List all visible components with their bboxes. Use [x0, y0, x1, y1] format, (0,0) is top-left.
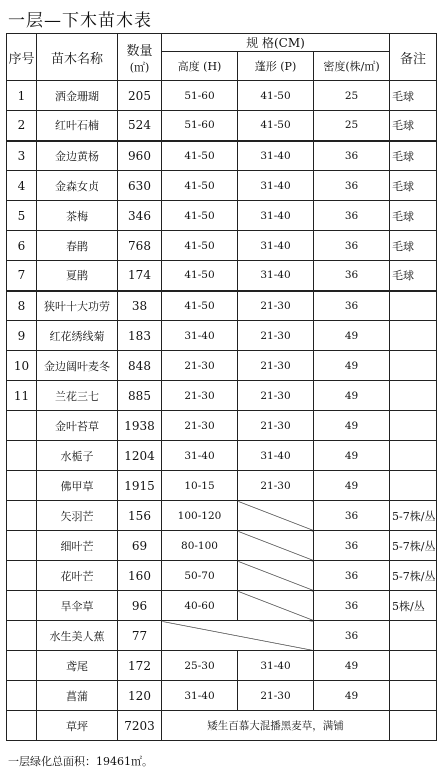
table-row: [7, 621, 437, 651]
cell-qty: 768: [118, 231, 162, 261]
table-row: [7, 651, 437, 681]
cell-qty: 1204: [118, 441, 162, 471]
lawn-no: [7, 711, 37, 741]
cell-density: 49: [314, 441, 390, 471]
cell-spread: 31-40: [238, 201, 314, 231]
cell-height: 10-15: [162, 471, 238, 501]
cell-density: 36: [314, 231, 390, 261]
cell-spread: 31-40: [238, 441, 314, 471]
cell-qty: 38: [118, 291, 162, 321]
header-qty-label: 数量: [126, 43, 153, 59]
cell-no: 5: [7, 201, 37, 231]
cell-no: [7, 591, 37, 621]
lawn-desc: 矮生百慕大混播黑麦草，满铺: [162, 711, 390, 741]
cell-qty: 183: [118, 321, 162, 351]
table-row: [7, 141, 437, 171]
cell-height: 21-30: [162, 411, 238, 441]
cell-spread: 41-50: [238, 111, 314, 141]
cell-no: [7, 501, 37, 531]
table-row: [7, 501, 437, 531]
header-name: 苗木名称: [37, 34, 118, 81]
cell-qty: 160: [118, 561, 162, 591]
cell-remark: [390, 441, 437, 471]
cell-height: 21-30: [162, 381, 238, 411]
cell-no: 10: [7, 351, 37, 381]
cell-qty: 156: [118, 501, 162, 531]
cell-name: 狭叶十大功劳: [37, 291, 118, 321]
cell-density: 49: [314, 651, 390, 681]
cell-qty: 848: [118, 351, 162, 381]
cell-remark: 5-7株/丛: [390, 531, 437, 561]
cell-no: [7, 681, 37, 711]
cell-no: [7, 441, 37, 471]
cell-remark: [390, 381, 437, 411]
cell-spread: [238, 531, 314, 561]
table-row: [7, 591, 437, 621]
header-spec: 规 格(CM): [162, 34, 390, 52]
cell-qty: 120: [118, 681, 162, 711]
cell-qty: 960: [118, 141, 162, 171]
cell-name: 花叶芒: [37, 561, 118, 591]
cell-qty: 96: [118, 591, 162, 621]
cell-no: 1: [7, 81, 37, 111]
cell-spread: 21-30: [238, 291, 314, 321]
cell-height: 50-70: [162, 561, 238, 591]
cell-height: 41-50: [162, 141, 238, 171]
cell-name: 佛甲草: [37, 471, 118, 501]
cell-density: 25: [314, 111, 390, 141]
cell-remark: 毛球: [390, 261, 437, 291]
cell-remark: [390, 681, 437, 711]
cell-spread: 21-30: [238, 411, 314, 441]
cell-spread: 21-30: [238, 351, 314, 381]
nursery-table: [6, 33, 437, 741]
lawn-name: 草坪: [37, 711, 118, 741]
cell-density: 36: [314, 201, 390, 231]
cell-qty: 1915: [118, 471, 162, 501]
table-row: [7, 411, 437, 441]
cell-height: 25-30: [162, 651, 238, 681]
cell-remark: 毛球: [390, 231, 437, 261]
cell-height: 31-40: [162, 681, 238, 711]
page-title: 一层—下木苗木表: [8, 11, 152, 31]
cell-remark: 5-7株/丛: [390, 501, 437, 531]
cell-qty: 1938: [118, 411, 162, 441]
cell-spread: 31-40: [238, 171, 314, 201]
cell-spread: 21-30: [238, 381, 314, 411]
cell-height: 21-30: [162, 351, 238, 381]
cell-remark: 毛球: [390, 141, 437, 171]
cell-height: 41-50: [162, 231, 238, 261]
cell-density: 49: [314, 681, 390, 711]
cell-remark: [390, 471, 437, 501]
header-height: 高度 (H): [162, 52, 238, 81]
cell-name: 细叶芒: [37, 531, 118, 561]
cell-qty: 69: [118, 531, 162, 561]
cell-name: 兰花三七: [37, 381, 118, 411]
cell-qty: 630: [118, 171, 162, 201]
cell-density: 36: [314, 141, 390, 171]
table-row: [7, 201, 437, 231]
cell-name: 金边黄杨: [37, 141, 118, 171]
cell-height: 31-40: [162, 441, 238, 471]
cell-no: [7, 531, 37, 561]
cell-name: 红花绣线菊: [37, 321, 118, 351]
cell-name: 红叶石楠: [37, 111, 118, 141]
cell-spread: 41-50: [238, 81, 314, 111]
cell-no: [7, 411, 37, 441]
cell-remark: [390, 651, 437, 681]
cell-remark: [390, 411, 437, 441]
cell-spread: 31-40: [238, 651, 314, 681]
cell-remark: [390, 351, 437, 381]
table-row: [7, 231, 437, 261]
table-row: [7, 291, 437, 321]
cell-spread: [238, 561, 314, 591]
cell-height: 41-50: [162, 291, 238, 321]
cell-no: 3: [7, 141, 37, 171]
cell-spread: 31-40: [238, 231, 314, 261]
table-row: [7, 321, 437, 351]
cell-name: 水栀子: [37, 441, 118, 471]
cell-no: 2: [7, 111, 37, 141]
cell-qty: 77: [118, 621, 162, 651]
lawn-remark: [390, 711, 437, 741]
cell-density: 49: [314, 351, 390, 381]
cell-height: 100-120: [162, 501, 238, 531]
cell-no: [7, 651, 37, 681]
cell-no: 9: [7, 321, 37, 351]
cell-spread: 21-30: [238, 321, 314, 351]
cell-name: 矢羽芒: [37, 501, 118, 531]
cell-no: 11: [7, 381, 37, 411]
cell-height: 41-50: [162, 171, 238, 201]
table-row: [7, 81, 437, 111]
header-no: 序号: [7, 34, 37, 81]
cell-height: 80-100: [162, 531, 238, 561]
cell-density: 36: [314, 261, 390, 291]
cell-spread: [238, 591, 314, 621]
cell-name: 春鹃: [37, 231, 118, 261]
cell-density: 36: [314, 501, 390, 531]
table-row: [7, 381, 437, 411]
cell-spread: 31-40: [238, 261, 314, 291]
cell-no: 7: [7, 261, 37, 291]
cell-name: 洒金珊瑚: [37, 81, 118, 111]
table-row: [7, 681, 437, 711]
cell-qty: 174: [118, 261, 162, 291]
cell-height: 51-60: [162, 111, 238, 141]
cell-density: 49: [314, 321, 390, 351]
cell-name: 鸢尾: [37, 651, 118, 681]
cell-name: 旱伞草: [37, 591, 118, 621]
cell-qty: 346: [118, 201, 162, 231]
header-density: 密度(株/㎡): [314, 52, 390, 81]
cell-no: 6: [7, 231, 37, 261]
cell-density: 36: [314, 591, 390, 621]
cell-no: [7, 471, 37, 501]
cell-name: 水生美人蕉: [37, 621, 118, 651]
cell-qty: 885: [118, 381, 162, 411]
table-row: [7, 261, 437, 291]
cell-density: 49: [314, 471, 390, 501]
cell-height: 51-60: [162, 81, 238, 111]
header-remark: 备注: [390, 34, 437, 81]
table-row: [7, 471, 437, 501]
cell-name: 金边阔叶麦冬: [37, 351, 118, 381]
total-area-note: 一层绿化总面积：19461㎡。: [8, 755, 153, 768]
header-spread: 蓬形 (P): [238, 52, 314, 81]
table-row: [7, 171, 437, 201]
cell-name: 金叶苔草: [37, 411, 118, 441]
cell-no: 8: [7, 291, 37, 321]
cell-spread: [238, 501, 314, 531]
cell-name: 夏鹃: [37, 261, 118, 291]
cell-remark: 毛球: [390, 111, 437, 141]
table-row: [7, 531, 437, 561]
cell-remark: [390, 291, 437, 321]
cell-density: 49: [314, 381, 390, 411]
cell-height: 31-40: [162, 321, 238, 351]
cell-remark: 5-7株/丛: [390, 561, 437, 591]
cell-density: 36: [314, 171, 390, 201]
cell-no: 4: [7, 171, 37, 201]
cell-spread: 31-40: [238, 141, 314, 171]
cell-qty: 205: [118, 81, 162, 111]
cell-density: 36: [314, 531, 390, 561]
cell-density: 36: [314, 621, 390, 651]
cell-spread: 21-30: [238, 471, 314, 501]
table-row: [7, 561, 437, 591]
cell-remark: [390, 621, 437, 651]
cell-no: [7, 561, 37, 591]
cell-name: 茶梅: [37, 201, 118, 231]
cell-height-spread: [162, 621, 314, 651]
cell-remark: [390, 321, 437, 351]
cell-name: 菖蒲: [37, 681, 118, 711]
table-row: [7, 351, 437, 381]
cell-height: 41-50: [162, 201, 238, 231]
cell-height: 40-60: [162, 591, 238, 621]
header-qty: [118, 34, 162, 81]
cell-height: 41-50: [162, 261, 238, 291]
cell-remark: 毛球: [390, 201, 437, 231]
cell-no: [7, 621, 37, 651]
cell-spread: 21-30: [238, 681, 314, 711]
cell-qty: 172: [118, 651, 162, 681]
cell-remark: 毛球: [390, 171, 437, 201]
cell-qty: 524: [118, 111, 162, 141]
cell-density: 36: [314, 561, 390, 591]
cell-remark: 5株/丛: [390, 591, 437, 621]
cell-name: 金森女贞: [37, 171, 118, 201]
cell-density: 25: [314, 81, 390, 111]
header-qty-unit: (㎡): [129, 60, 150, 74]
cell-remark: 毛球: [390, 81, 437, 111]
cell-density: 49: [314, 411, 390, 441]
table-row: [7, 441, 437, 471]
lawn-qty: 7203: [118, 711, 162, 741]
cell-density: 36: [314, 291, 390, 321]
table-row: [7, 111, 437, 141]
